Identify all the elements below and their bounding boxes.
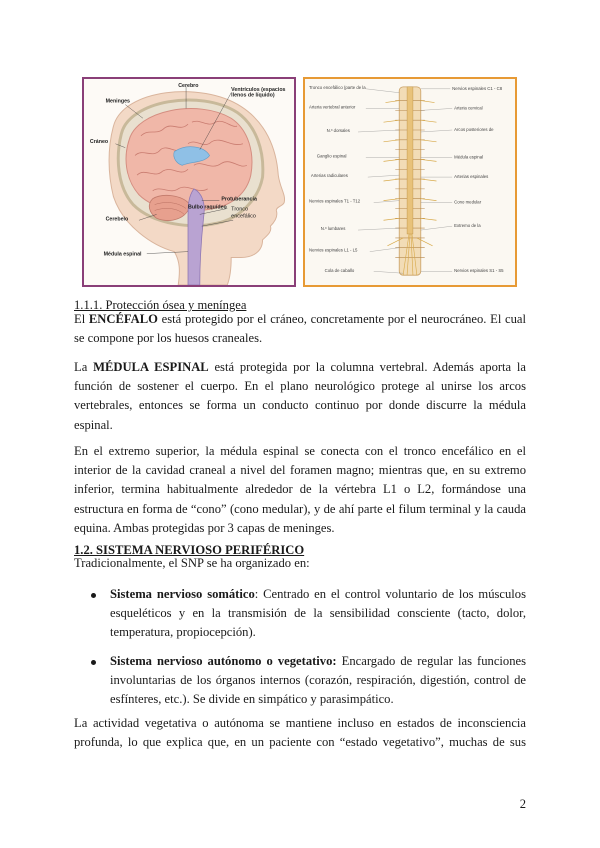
spine-left-label-1: Tronco encefálico (parte de la [308,84,366,90]
paragraph-medula [74,358,526,435]
spinal-cord-illustration [305,79,515,285]
list-item [74,585,526,643]
label-protuberancia: Protuberancia [221,196,257,203]
p1-prefix: El [74,312,89,326]
spine-left-label-8: Nervios espinales L1 - L5 [308,247,358,253]
label-ventriculos-2: llenos de líquido) [231,92,275,99]
snp-intro: Tradicionalmente, el SNP se ha organizado en: [74,556,310,570]
term-somatico: Sistema nervioso somático [110,587,255,601]
p1-body: está protegido por el cráneo, concretamente por el neurocráneo. El cual se compone por los huesos craneales. [74,312,526,346]
vertebral-column [384,87,437,275]
label-cerebro: Cerebro [178,82,199,89]
label-medula: Médula espinal [103,251,142,258]
bullet-2-body: Encargado de regular las funciones involuntarias de los órganos internos (corazón, respiración, digestión, control de esfínteres, etc.). Se divide en simpático y parasimpático. [110,654,527,707]
spine-left-label-4: Ganglio espinal [316,153,347,159]
spine-right-label-6: Cono medular [454,199,482,205]
paragraph-encefalo [74,310,526,348]
p2-body: está protegida por la columna vertebral. Además aporta la función de sostener el cuerpo. En el plano neurológico protege al unirse los arcos vertebrales, entonces se forma un conducto continuo por donde discurre la médula espinal. [74,360,527,432]
brain-illustration [84,79,294,285]
page-number: 2 [519,797,526,811]
spine-right-label-7: Extremo de la [454,223,481,229]
spine-right-label-8: Nervios espinales S1 - S5 [454,268,504,274]
label-meninges: Meninges [105,98,130,105]
section-heading-snp: 1.2. SISTEMA NERVIOSO PERIFÉRICO [74,543,305,557]
spine-right-label-2: Arteria cervical [454,105,483,111]
bullet-1-body: : Centrado en el control voluntario de los músculos esqueléticos y en la transmisión de la sensibilidad consciente (tacto, dolor, temperatura, propiocepción). [110,587,526,640]
spine-right-label-4: Médula espinal [454,154,484,160]
section-heading-proteccion: 1.1.1. Protección ósea y meníngea [74,298,247,312]
label-ventriculos: Ventrículos (espacios [231,86,286,93]
bullet-icon [91,593,96,598]
p2-prefix: La [74,360,94,374]
spine-right-label-1: Nervios espinales C1 - C8 [452,85,503,91]
paragraph-extremos: En el extremo superior, la médula espinal se conecta con el tronco encefálico en el interior de la cavidad craneal a nivel del foramen magno; mientras que, en su extremo inferior, termina habitualmente alrededor de la vértebra L1 o L2, formándose una estructura en forma de “cono” (cono medular), y de ahí parte el filum terminal y la cauda equina. Ambas protegidas por 3 capas de meninges. [74,444,526,535]
brain-anatomy-figure [82,77,296,287]
spine-left-label-5: Arterias radiculares [310,173,348,179]
list-item [74,652,526,710]
spinal-cord-figure [303,77,517,287]
term-autonomo: Sistema nervioso autónomo o vegetativo: [110,654,337,668]
term-medula-espinal: MÉDULA ESPINAL [93,360,209,374]
figures-row [82,77,518,287]
label-tronco-2: encefálico [231,213,256,220]
spine-left-label-9: Cola de caballo [324,268,355,274]
spine-right-label-3: Arcos posteriores de [454,126,494,132]
term-encefalo: ENCÉFALO [88,312,158,326]
label-bulbo: Bulbo raquídeo [188,204,227,211]
label-craneo: Cráneo [89,138,109,145]
spine-left-label-6: Nervios espinales T1 - T12 [308,198,361,204]
paragraph-actividad-vegetativa: La actividad vegetativa o autónoma se mantiene incluso en estados de inconsciencia profunda, lo que explica que, en un paciente con “estado vegetativo”, muchas de sus [74,716,526,750]
label-tronco: Tronco [231,206,249,213]
bullet-icon [91,660,96,665]
spine-right-label-5: Arterias espinales [454,174,489,180]
label-cerebelo: Cerebelo [105,216,129,223]
spine-left-label-3: N.º dorsales [326,127,350,133]
spine-left-label-7: N.º lumbares [320,226,346,232]
spine-left-label-2: Arteria vertebral anterior [308,104,356,110]
